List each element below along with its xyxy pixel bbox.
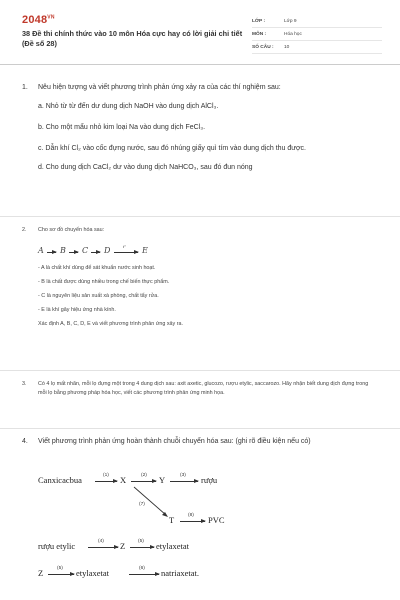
question-item: b. Cho một mẩu nhỏ kim loại Na vào dung dịch FeCl₃. <box>38 124 206 131</box>
chain-arrow <box>114 252 138 253</box>
question-divider <box>0 428 400 429</box>
scheme-node: T <box>169 515 175 525</box>
question-number: 3. <box>22 381 27 387</box>
scheme-node: rượu etylic <box>38 541 76 551</box>
question-item: - E là khí gây hiệu ứng nhà kính. <box>38 307 116 313</box>
question-number: 4. <box>22 438 28 445</box>
chain-arrow <box>69 252 78 253</box>
question-item: - B là chất được dùng nhiều trong chế biến thực phẩm. <box>38 279 170 285</box>
meta-value: 10 <box>284 44 290 50</box>
chain-node: E <box>142 246 148 255</box>
meta-value: Lớp 9 <box>284 18 297 24</box>
conversion-chain <box>38 241 208 259</box>
question-item: d. Cho dung dịch CaCl₂ dư vào dung dịch NaHCO₃, sau đó đun nóng <box>38 164 253 171</box>
arrow-label: (3) <box>180 473 186 478</box>
conversion-scheme <box>38 470 378 595</box>
scheme-node: natriaxetat. <box>161 568 199 578</box>
meta-key: MÔN : <box>252 31 267 37</box>
question-divider <box>0 370 400 371</box>
scheme-arrow <box>180 521 205 522</box>
arrow-label: (8) <box>188 513 194 518</box>
arrow-label: t° <box>123 244 126 249</box>
question-stem: Cho sơ đồ chuyển hóa sau: <box>38 227 105 233</box>
scheme-node: Z <box>38 568 44 578</box>
chain-node: A <box>38 246 44 255</box>
question-number: 2. <box>22 227 27 233</box>
scheme-node: Z <box>120 541 126 551</box>
chain-node: C <box>82 246 89 255</box>
question-item: - A là chất khí dùng để sát khuẩn nước sinh hoạt. <box>38 265 156 271</box>
question-text: Có 4 lọ mất nhãn, mỗi lọ đựng một trong 4 dung dịch sau: axit axetic, glucozo, rượu etylic, saccarozo. Hãy nhận biết dung dịch đựng trong mỗi lọ bằng phương pháp hóa học, viết các phương trình phản ứng minh họa. <box>38 381 369 396</box>
scheme-node: Y <box>159 475 166 485</box>
scheme-node: Canxicacbua <box>38 475 82 485</box>
scheme-node: X <box>120 475 127 485</box>
question-stem: Viết phương trình phản ứng hoàn thành chuỗi chuyển hóa sau: (ghi rõ điều kiện nếu có) <box>38 438 311 445</box>
scheme-arrow <box>129 574 159 575</box>
meta-table <box>252 15 382 54</box>
question-stem: Nêu hiện tượng và viết phương trình phản ứng xảy ra của các thí nghiệm sau: <box>38 84 281 91</box>
scheme-node: etylaxetat <box>76 568 110 578</box>
question-item: c. Dẫn khí Cl₂ vào cốc đựng nước, sau đó nhúng giấy quì tím vào dung dịch thu được. <box>38 145 306 152</box>
chain-arrow <box>47 252 56 253</box>
scheme-node: rượu <box>201 475 218 485</box>
arrow-label: (4) <box>98 539 104 544</box>
question-item: - C là nguyên liệu sản xuất xà phòng, chất tẩy rửa. <box>38 293 159 299</box>
header-divider <box>0 64 400 65</box>
arrow-label: (2) <box>141 473 147 478</box>
meta-row-subject <box>252 28 382 41</box>
question-number: 1. <box>22 84 28 91</box>
meta-row-count <box>252 41 382 54</box>
scheme-node: etylaxetat <box>156 541 190 551</box>
meta-row-class <box>252 15 382 28</box>
scheme-arrow <box>130 547 154 548</box>
document-title: 38 Đề thi chính thức vào 10 môn Hóa cực hay có lời giải chi tiết (Đề số 28) <box>22 29 243 48</box>
arrow-label: (6) <box>139 566 145 571</box>
question-ask: Xác định A, B, C, D, E và viết phương trình phản ứng xảy ra. <box>38 321 183 327</box>
scheme-arrow <box>88 547 118 548</box>
chain-arrow <box>91 252 100 253</box>
chain-node: D <box>104 246 111 255</box>
meta-value: Hóa học <box>284 31 302 37</box>
scheme-arrow <box>48 574 74 575</box>
meta-key: SỐ CÂU : <box>252 44 274 50</box>
arrow-label: (5) <box>57 566 63 571</box>
site-logo[interactable]: $2048^{VN}$ <box>22 14 55 26</box>
question-item: a. Nhỏ từ từ đến dư dung dịch NaOH vào dung dịch AlCl₃. <box>38 103 219 110</box>
meta-key: LỚP : <box>252 18 266 24</box>
question-divider <box>0 216 400 217</box>
arrow-label: (5) <box>138 539 144 544</box>
document-header <box>0 0 400 62</box>
arrow-label: (7) <box>139 502 145 507</box>
scheme-node: PVC <box>208 515 225 525</box>
chain-node: B <box>60 246 66 255</box>
arrow-label: (1) <box>103 473 109 478</box>
